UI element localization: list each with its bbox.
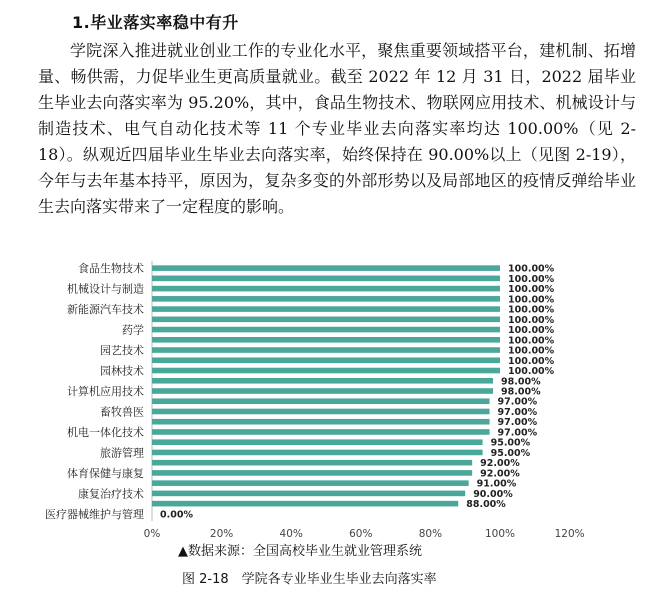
data-label: 100.00% <box>508 304 555 316</box>
category-label: 机电一体化技术 <box>67 425 144 439</box>
category-label: 园艺技术 <box>100 344 144 358</box>
bar <box>152 306 500 312</box>
x-tick-label: 120% <box>554 528 585 540</box>
data-label: 100.00% <box>508 355 555 367</box>
data-label: 95.00% <box>490 447 531 459</box>
category-label: 计算机应用技术 <box>67 385 144 398</box>
bar <box>152 460 472 466</box>
data-label: 95.00% <box>490 437 531 449</box>
data-label: 97.00% <box>497 427 538 439</box>
data-label: 100.00% <box>508 314 555 326</box>
bar <box>152 480 469 486</box>
category-label: 机械设计与制造 <box>67 282 144 296</box>
x-tick-label: 40% <box>279 528 303 540</box>
category-label: 医疗器械维护与管理 <box>45 507 144 521</box>
data-label: 97.00% <box>497 417 538 429</box>
bar <box>152 317 500 323</box>
data-label: 97.00% <box>497 396 538 408</box>
bar <box>152 388 493 394</box>
bar <box>152 429 490 435</box>
bar <box>152 409 490 415</box>
bar-chart <box>0 255 666 545</box>
x-tick-label: 20% <box>209 528 234 540</box>
data-label: 100.00% <box>508 294 555 306</box>
category-label: 体育保健与康复 <box>67 466 144 480</box>
bar <box>152 286 500 292</box>
data-label: 100.00% <box>508 335 555 347</box>
bar <box>152 265 500 271</box>
paragraph-text: 学院深入推进就业创业工作的专业化水平，聚焦重要领域搭平台，建机制、拓增量、畅供需，力促毕业生更高质量就业。截至 2022 年 12 月 31 日，2022 届毕业生毕业去向落实率为 95.20%，其中，食品生物技术、物联网应用技术、机械设计与制造技术、电气自动化技术等 11 个专业毕业去向落实率均达 100.00%（见 2-18）。纵观近四届毕业生毕业去向落实率，始终保持在 90.00%以上（见图 2-19），今年与去年基本持平，原因为，复杂多变的外部形势以及局部地区的疫情反弹给毕业生去向落实带来了一定程度的影响。 <box>38 41 636 216</box>
bar <box>152 439 483 445</box>
bar <box>152 501 458 507</box>
data-source-note: ▲数据来源：全国高校毕业生就业管理系统 <box>178 544 422 559</box>
category-label: 旅游管理 <box>100 446 144 460</box>
x-tick-label: 0% <box>143 528 161 540</box>
data-label: 100.00% <box>508 366 555 378</box>
data-label: 100.00% <box>508 284 555 296</box>
x-tick-label: 80% <box>418 528 443 540</box>
data-label: 98.00% <box>501 376 541 388</box>
category-label: 畜牧兽医 <box>100 405 144 419</box>
bar <box>152 276 500 282</box>
category-label: 新能源汽车技术 <box>67 303 144 317</box>
bar <box>152 357 500 363</box>
bar <box>152 378 493 384</box>
category-label: 食品生物技术 <box>78 262 144 276</box>
data-label: 92.00% <box>480 458 520 470</box>
figure-caption: 图 2-18 学院各专业毕业生毕业去向落实率 <box>182 572 437 587</box>
category-label: 园林技术 <box>100 364 144 378</box>
data-label: 92.00% <box>480 468 520 480</box>
category-label: 康复治疗技术 <box>78 487 144 501</box>
x-tick-label: 60% <box>349 528 373 540</box>
data-label: 90.00% <box>473 488 513 500</box>
data-label: 100.00% <box>508 273 555 285</box>
data-label: 91.00% <box>476 478 517 490</box>
bar <box>152 491 465 497</box>
bar <box>152 347 500 353</box>
bar <box>152 296 500 302</box>
bar <box>152 398 490 404</box>
data-label: 97.00% <box>497 406 538 418</box>
bar <box>152 419 490 425</box>
data-label: 100.00% <box>508 325 555 337</box>
bar <box>152 470 472 476</box>
data-label: 0.00% <box>160 509 193 521</box>
data-label: 100.00% <box>508 345 555 357</box>
category-label: 药学 <box>122 323 144 337</box>
section-heading: 1.毕业落实率稳中有升 <box>72 13 239 32</box>
data-label: 88.00% <box>466 499 506 511</box>
bar <box>152 450 483 456</box>
bar <box>152 337 500 343</box>
x-tick-label: 100% <box>484 528 516 540</box>
bar <box>152 327 500 333</box>
body-paragraph <box>38 38 636 220</box>
data-label: 100.00% <box>508 263 555 275</box>
data-label: 98.00% <box>501 386 541 398</box>
bar <box>152 368 500 374</box>
